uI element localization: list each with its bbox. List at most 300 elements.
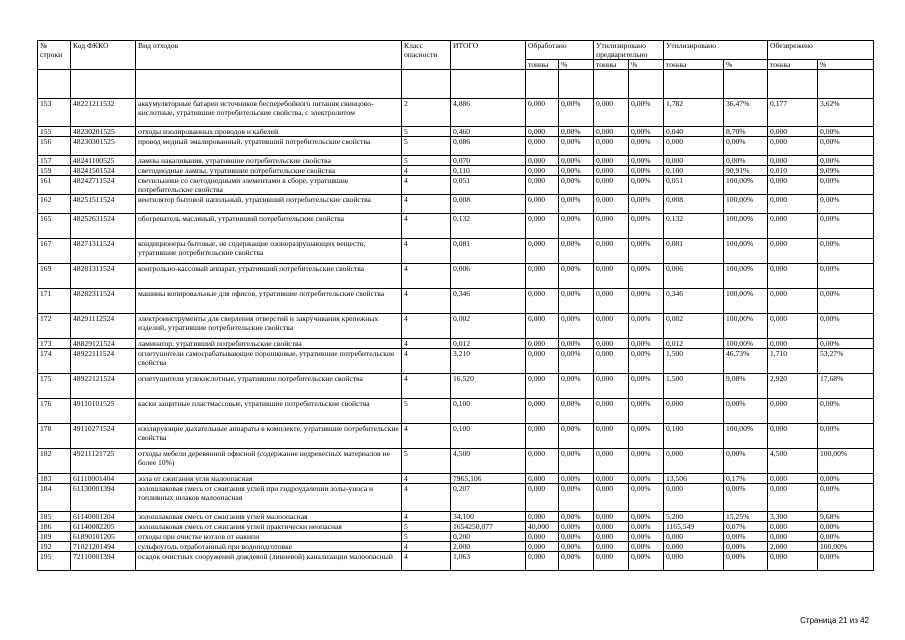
neutralized-tons: 0,000 — [768, 156, 818, 166]
fkko-code: 49110271524 — [71, 424, 136, 449]
prelim-tons: 0,000 — [594, 522, 629, 532]
header-spacer-row — [38, 70, 874, 99]
neutralized-pct: 100,00% — [818, 449, 874, 474]
neutralized-pct: 0,00% — [818, 289, 874, 314]
table-row — [38, 339, 874, 349]
utilized-pct: 0,00% — [724, 156, 768, 166]
prelim-pct: 0,00% — [629, 239, 664, 264]
neutralized-pct: 9,68% — [818, 512, 874, 522]
processed-tons: 0,000 — [526, 552, 559, 571]
total-tons: 0,207 — [451, 484, 526, 512]
neutralized-pct: 0,00% — [818, 399, 874, 424]
hazard-class: 5 — [402, 399, 451, 424]
utilized-tons: 0,100 — [664, 166, 724, 176]
prelim-tons: 0,000 — [594, 156, 629, 166]
prelim-tons: 0,000 — [594, 214, 629, 239]
total-tons: 0,008 — [451, 195, 526, 214]
waste-name: лампы накаливания, утратившие потребительские свойства — [136, 156, 402, 166]
neutralized-pct: 17,68% — [818, 374, 874, 399]
prelim-tons: 0,000 — [594, 349, 629, 374]
processed-pct: 0,00% — [559, 166, 594, 176]
row-number: 155 — [38, 127, 71, 137]
neutralized-pct: 0,00% — [818, 424, 874, 449]
neutralized-tons: 1,710 — [768, 349, 818, 374]
table-row — [38, 156, 874, 166]
hazard-class: 4 — [402, 542, 451, 552]
utilized-pct: 0,00% — [724, 399, 768, 424]
prelim-tons: 0,000 — [594, 264, 629, 289]
processed-pct: 0,00% — [559, 289, 594, 314]
waste-name: отходы при очистке котлов от накипи — [136, 532, 402, 542]
fkko-code: 48241501524 — [71, 166, 136, 176]
processed-tons: 0,000 — [526, 166, 559, 176]
processed-tons: 0,000 — [526, 214, 559, 239]
neutralized-pct: 0,00% — [818, 195, 874, 214]
prelim-pct: 0,00% — [629, 424, 664, 449]
prelim-tons: 0,000 — [594, 374, 629, 399]
processed-pct: 0,00% — [559, 512, 594, 522]
total-tons: 3,210 — [451, 349, 526, 374]
fkko-code: 48242711524 — [71, 176, 136, 195]
utilized-tons: 0,000 — [664, 399, 724, 424]
utilized-tons: 0,000 — [664, 532, 724, 542]
neutralized-tons: 0,000 — [768, 552, 818, 571]
processed-pct: 0,00% — [559, 264, 594, 289]
processed-pct: 0,00% — [559, 532, 594, 542]
waste-name: отходы мебели деревянной офисной (содержание недревесных материалов не более 10%) — [136, 449, 402, 474]
neutralized-tons: 0,000 — [768, 137, 818, 156]
prelim-pct: 0,00% — [629, 264, 664, 289]
utilized-pct: 0,00% — [724, 532, 768, 542]
processed-pct: 0,00% — [559, 474, 594, 484]
table-row — [38, 424, 874, 449]
waste-name: зола от сжигания угля малоопасная — [136, 474, 402, 484]
utilized-tons: 0,000 — [664, 449, 724, 474]
hazard-class: 4 — [402, 166, 451, 176]
fkko-code: 72110001394 — [71, 552, 136, 571]
hazard-class: 4 — [402, 239, 451, 264]
fkko-code: 61890101205 — [71, 532, 136, 542]
waste-name: огнетушители самосрабатывающие порошковые, утратившие потребительские свойства — [136, 349, 402, 374]
utilized-pct: 15,25% — [724, 512, 768, 522]
prelim-tons: 0,000 — [594, 399, 629, 424]
prelim-pct: 0,00% — [629, 289, 664, 314]
prelim-tons: 0,000 — [594, 314, 629, 339]
neutralized-tons: 0,000 — [768, 239, 818, 264]
total-tons: 0,002 — [451, 314, 526, 339]
utilized-pct: 0,00% — [724, 449, 768, 474]
prelim-pct: 0,00% — [629, 542, 664, 552]
neutralized-tons: 0,000 — [768, 484, 818, 512]
processed-tons: 0,000 — [526, 99, 559, 127]
processed-tons: 0,000 — [526, 195, 559, 214]
utilized-tons: 0,081 — [664, 239, 724, 264]
neutralized-tons: 0,000 — [768, 195, 818, 214]
row-number: 192 — [38, 542, 71, 552]
processed-tons: 0,000 — [526, 264, 559, 289]
table-row — [38, 166, 874, 176]
prelim-tons: 0,000 — [594, 512, 629, 522]
processed-pct: 0,00% — [559, 484, 594, 512]
fkko-code: 61140001204 — [71, 512, 136, 522]
prelim-tons: 0,000 — [594, 176, 629, 195]
total-tons: 0,006 — [451, 264, 526, 289]
header-num: № строки — [38, 41, 71, 70]
header-class: Класс опасности — [402, 41, 451, 70]
total-tons: 7965,106 — [451, 474, 526, 484]
waste-name: осадок очистных сооружений дождевой (ливневой) канализации малоопасный — [136, 552, 402, 571]
hazard-class: 2 — [402, 99, 451, 127]
neutralized-tons: 0,000 — [768, 474, 818, 484]
neutralized-pct: 0,00% — [818, 314, 874, 339]
total-tons: 0,460 — [451, 127, 526, 137]
hazard-class: 4 — [402, 349, 451, 374]
prelim-pct: 0,00% — [629, 449, 664, 474]
utilized-tons: 1165,549 — [664, 522, 724, 532]
utilized-pct: 90,91% — [724, 166, 768, 176]
prelim-tons: 0,000 — [594, 99, 629, 127]
prelim-pct: 0,00% — [629, 339, 664, 349]
row-number: 157 — [38, 156, 71, 166]
header-row — [38, 41, 874, 60]
prelim-tons: 0,000 — [594, 532, 629, 542]
utilized-tons: 0,000 — [664, 484, 724, 512]
hazard-class: 5 — [402, 449, 451, 474]
prelim-tons: 0,000 — [594, 137, 629, 156]
utilized-pct: 100,00% — [724, 314, 768, 339]
table-row — [38, 289, 874, 314]
total-tons: 0,100 — [451, 399, 526, 424]
prelim-tons: 0,000 — [594, 474, 629, 484]
waste-table — [37, 40, 874, 571]
utilized-tons: 13,506 — [664, 474, 724, 484]
processed-tons: 0,000 — [526, 349, 559, 374]
hazard-class: 4 — [402, 264, 451, 289]
table-row — [38, 542, 874, 552]
waste-name: провод медный эмалированный, утративший потребительские свойства — [136, 137, 402, 156]
hazard-class: 4 — [402, 339, 451, 349]
utilized-pct: 100,00% — [724, 424, 768, 449]
row-number: 178 — [38, 424, 71, 449]
waste-name: вентилятор бытовой напольный, утративший потребительские свойства — [136, 195, 402, 214]
waste-name: светодиодные лампы, утратившие потребительские свойства — [136, 166, 402, 176]
total-tons: 0,346 — [451, 289, 526, 314]
header-processed: Обработано — [526, 41, 594, 60]
processed-pct: 0,00% — [559, 214, 594, 239]
row-number: 165 — [38, 214, 71, 239]
utilized-pct: 36,47% — [724, 99, 768, 127]
neutralized-pct: 0,00% — [818, 127, 874, 137]
waste-name: золошлаковая смесь от сжигания углей практически неопасная — [136, 522, 402, 532]
hazard-class: 4 — [402, 314, 451, 339]
hazard-class: 5 — [402, 127, 451, 137]
neutralized-tons: 0,000 — [768, 264, 818, 289]
prelim-pct: 0,00% — [629, 137, 664, 156]
processed-pct: 0,00% — [559, 424, 594, 449]
table-row — [38, 399, 874, 424]
processed-tons: 40,000 — [526, 522, 559, 532]
utilized-pct: 0,00% — [724, 542, 768, 552]
table-row — [38, 137, 874, 156]
row-number: 184 — [38, 484, 71, 512]
neutralized-pct: 0,00% — [818, 474, 874, 484]
hazard-class: 4 — [402, 484, 451, 512]
row-number: 195 — [38, 552, 71, 571]
header-pct: % — [818, 60, 874, 70]
prelim-pct: 0,00% — [629, 314, 664, 339]
processed-tons: 0,000 — [526, 424, 559, 449]
waste-name: ламинатор, утративший потребительские свойства — [136, 339, 402, 349]
table-row — [38, 474, 874, 484]
utilized-tons: 0,132 — [664, 214, 724, 239]
table-row — [38, 449, 874, 474]
processed-tons: 0,000 — [526, 176, 559, 195]
utilized-tons: 0,100 — [664, 424, 724, 449]
header-tons: тонны — [594, 60, 629, 70]
total-tons: 0,110 — [451, 166, 526, 176]
utilized-pct: 100,00% — [724, 176, 768, 195]
waste-name: сульфоуголь отработанный при водоподготовке — [136, 542, 402, 552]
waste-name: золошлаковая смесь от сжигания углей малоопасная — [136, 512, 402, 522]
neutralized-tons: 2,920 — [768, 374, 818, 399]
row-number: 172 — [38, 314, 71, 339]
waste-name: аккумуляторные батареи источников бесперебойного питания свинцово-кислотные, утратившие потребительские свойства, с электролитом — [136, 99, 402, 127]
table-row — [38, 127, 874, 137]
total-tons: 0,081 — [451, 239, 526, 264]
fkko-code: 61110001404 — [71, 474, 136, 484]
processed-pct: 0,00% — [559, 522, 594, 532]
total-tons: 2,000 — [451, 542, 526, 552]
row-number: 175 — [38, 374, 71, 399]
neutralized-tons: 0,000 — [768, 339, 818, 349]
prelim-pct: 0,00% — [629, 484, 664, 512]
utilized-pct: 46,73% — [724, 349, 768, 374]
processed-tons: 0,000 — [526, 127, 559, 137]
waste-name: огнетушители углекислотные, утратившие потребительские свойства — [136, 374, 402, 399]
fkko-code: 48281311524 — [71, 264, 136, 289]
table-row — [38, 532, 874, 542]
processed-pct: 0,00% — [559, 137, 594, 156]
prelim-tons: 0,000 — [594, 424, 629, 449]
utilized-tons: 0,000 — [664, 542, 724, 552]
row-number: 159 — [38, 166, 71, 176]
neutralized-pct: 0,00% — [818, 156, 874, 166]
fkko-code: 48271311524 — [71, 239, 136, 264]
processed-pct: 0,00% — [559, 552, 594, 571]
prelim-pct: 0,00% — [629, 176, 664, 195]
waste-name: отходы изолированных проводов и кабелей — [136, 127, 402, 137]
header-utilized: Утилизировано — [664, 41, 768, 60]
utilized-tons: 0,000 — [664, 156, 724, 166]
neutralized-tons: 0,000 — [768, 399, 818, 424]
prelim-tons: 0,000 — [594, 449, 629, 474]
prelim-pct: 0,00% — [629, 374, 664, 399]
processed-tons: 0,000 — [526, 532, 559, 542]
utilized-tons: 1,500 — [664, 349, 724, 374]
processed-pct: 0,00% — [559, 156, 594, 166]
table-row — [38, 99, 874, 127]
hazard-class: 4 — [402, 552, 451, 571]
fkko-code: 48291112524 — [71, 314, 136, 339]
neutralized-tons: 0,000 — [768, 532, 818, 542]
neutralized-pct: 0,00% — [818, 339, 874, 349]
processed-pct: 0,00% — [559, 542, 594, 552]
table-row — [38, 552, 874, 571]
processed-tons: 0,000 — [526, 542, 559, 552]
utilized-pct: 100,00% — [724, 289, 768, 314]
utilized-pct: 100,00% — [724, 239, 768, 264]
row-number: 189 — [38, 532, 71, 542]
neutralized-pct: 0,00% — [818, 214, 874, 239]
neutralized-pct: 53,27% — [818, 349, 874, 374]
fkko-code: 48922111524 — [71, 349, 136, 374]
processed-pct: 0,00% — [559, 176, 594, 195]
waste-name: золошлаковая смесь от сжигания углей при гидроудалении золы-уноса и топливных шлаков малоопасная — [136, 484, 402, 512]
page-number: Страница 21 из 42 — [800, 616, 869, 625]
processed-tons: 0,000 — [526, 314, 559, 339]
row-number: 174 — [38, 349, 71, 374]
utilized-tons: 0,008 — [664, 195, 724, 214]
total-tons: 4,500 — [451, 449, 526, 474]
hazard-class: 4 — [402, 474, 451, 484]
processed-pct: 0,00% — [559, 399, 594, 424]
neutralized-tons: 0,000 — [768, 176, 818, 195]
table-row — [38, 264, 874, 289]
waste-name: контрольно-кассовый аппарат, утративший потребительские свойства — [136, 264, 402, 289]
table-row — [38, 522, 874, 532]
header-prelim: Утилизировано предварительно — [594, 41, 664, 60]
utilized-pct: 100,00% — [724, 214, 768, 239]
processed-tons: 0,000 — [526, 512, 559, 522]
processed-pct: 0,00% — [559, 349, 594, 374]
header-neutralized: Обезврежено — [768, 41, 874, 60]
processed-tons: 0,000 — [526, 449, 559, 474]
row-number: 173 — [38, 339, 71, 349]
fkko-code: 61140002205 — [71, 522, 136, 532]
neutralized-tons: 0,000 — [768, 314, 818, 339]
prelim-tons: 0,000 — [594, 239, 629, 264]
hazard-class: 4 — [402, 374, 451, 399]
row-number: 182 — [38, 449, 71, 474]
fkko-code: 48230201525 — [71, 127, 136, 137]
neutralized-tons: 0,010 — [768, 166, 818, 176]
fkko-code: 49211121725 — [71, 449, 136, 474]
total-tons: 0,051 — [451, 176, 526, 195]
utilized-pct: 0,00% — [724, 137, 768, 156]
utilized-tons: 0,000 — [664, 137, 724, 156]
utilized-tons: 0,346 — [664, 289, 724, 314]
prelim-pct: 0,00% — [629, 474, 664, 484]
table-row — [38, 349, 874, 374]
prelim-pct: 0,00% — [629, 552, 664, 571]
row-number: 183 — [38, 474, 71, 484]
total-tons: 0,132 — [451, 214, 526, 239]
total-tons: 16,520 — [451, 374, 526, 399]
table-row — [38, 195, 874, 214]
hazard-class: 5 — [402, 522, 451, 532]
hazard-class: 4 — [402, 195, 451, 214]
total-tons: 0,200 — [451, 532, 526, 542]
waste-name: каски защитные пластмассовые, утратившие потребительские свойства — [136, 399, 402, 424]
utilized-tons: 0,002 — [664, 314, 724, 339]
processed-tons: 0,000 — [526, 289, 559, 314]
neutralized-pct: 0,00% — [818, 137, 874, 156]
waste-name: кондиционеры бытовые, не содержащие озоноразрушающих веществ, утратившие потребительские свойства — [136, 239, 402, 264]
waste-name: электроинструменты для сверления отверстий и закручивания крепежных изделий, утратившие потребительские свойства — [136, 314, 402, 339]
processed-pct: 0,00% — [559, 374, 594, 399]
neutralized-tons: 0,000 — [768, 289, 818, 314]
prelim-tons: 0,000 — [594, 289, 629, 314]
header-tons: тонны — [664, 60, 724, 70]
table-row — [38, 176, 874, 195]
processed-tons: 0,000 — [526, 374, 559, 399]
utilized-pct: 100,00% — [724, 339, 768, 349]
processed-pct: 0,00% — [559, 314, 594, 339]
utilized-tons: 1,782 — [664, 99, 724, 127]
processed-pct: 0,00% — [559, 195, 594, 214]
prelim-pct: 0,00% — [629, 532, 664, 542]
table-row — [38, 239, 874, 264]
hazard-class: 4 — [402, 512, 451, 522]
neutralized-pct: 9,09% — [818, 166, 874, 176]
total-tons: 1654250,077 — [451, 522, 526, 532]
prelim-tons: 0,000 — [594, 339, 629, 349]
processed-pct: 0,00% — [559, 449, 594, 474]
header-tons: тонны — [526, 60, 559, 70]
utilized-pct: 100,00% — [724, 264, 768, 289]
prelim-pct: 0,00% — [629, 214, 664, 239]
row-number: 162 — [38, 195, 71, 214]
neutralized-pct: 100,00% — [818, 542, 874, 552]
processed-pct: 0,00% — [559, 99, 594, 127]
prelim-tons: 0,000 — [594, 542, 629, 552]
fkko-code: 48252631524 — [71, 214, 136, 239]
prelim-pct: 0,00% — [629, 349, 664, 374]
row-number: 185 — [38, 512, 71, 522]
header-total: ИТОГО — [451, 41, 526, 70]
prelim-tons: 0,000 — [594, 166, 629, 176]
neutralized-tons: 3,300 — [768, 512, 818, 522]
neutralized-tons: 0,000 — [768, 214, 818, 239]
neutralized-pct: 3,62% — [818, 99, 874, 127]
prelim-pct: 0,00% — [629, 166, 664, 176]
prelim-tons: 0,000 — [594, 195, 629, 214]
utilized-pct: 9,08% — [724, 374, 768, 399]
header-code: Код ФККО — [71, 41, 136, 70]
processed-pct: 0,00% — [559, 339, 594, 349]
processed-tons: 0,000 — [526, 339, 559, 349]
total-tons: 1,063 — [451, 552, 526, 571]
neutralized-tons: 0,000 — [768, 424, 818, 449]
header-pct: % — [724, 60, 768, 70]
neutralized-tons: 0,177 — [768, 99, 818, 127]
processed-tons: 0,000 — [526, 399, 559, 424]
prelim-tons: 0,000 — [594, 484, 629, 512]
processed-tons: 0,000 — [526, 156, 559, 166]
utilized-pct: 8,70% — [724, 127, 768, 137]
row-number: 161 — [38, 176, 71, 195]
processed-tons: 0,000 — [526, 137, 559, 156]
total-tons: 0,012 — [451, 339, 526, 349]
hazard-class: 5 — [402, 137, 451, 156]
table-row — [38, 214, 874, 239]
utilized-pct: 0,17% — [724, 474, 768, 484]
utilized-tons: 0,012 — [664, 339, 724, 349]
total-tons: 0,070 — [451, 156, 526, 166]
row-number: 186 — [38, 522, 71, 532]
row-number: 176 — [38, 399, 71, 424]
table-row — [38, 484, 874, 512]
